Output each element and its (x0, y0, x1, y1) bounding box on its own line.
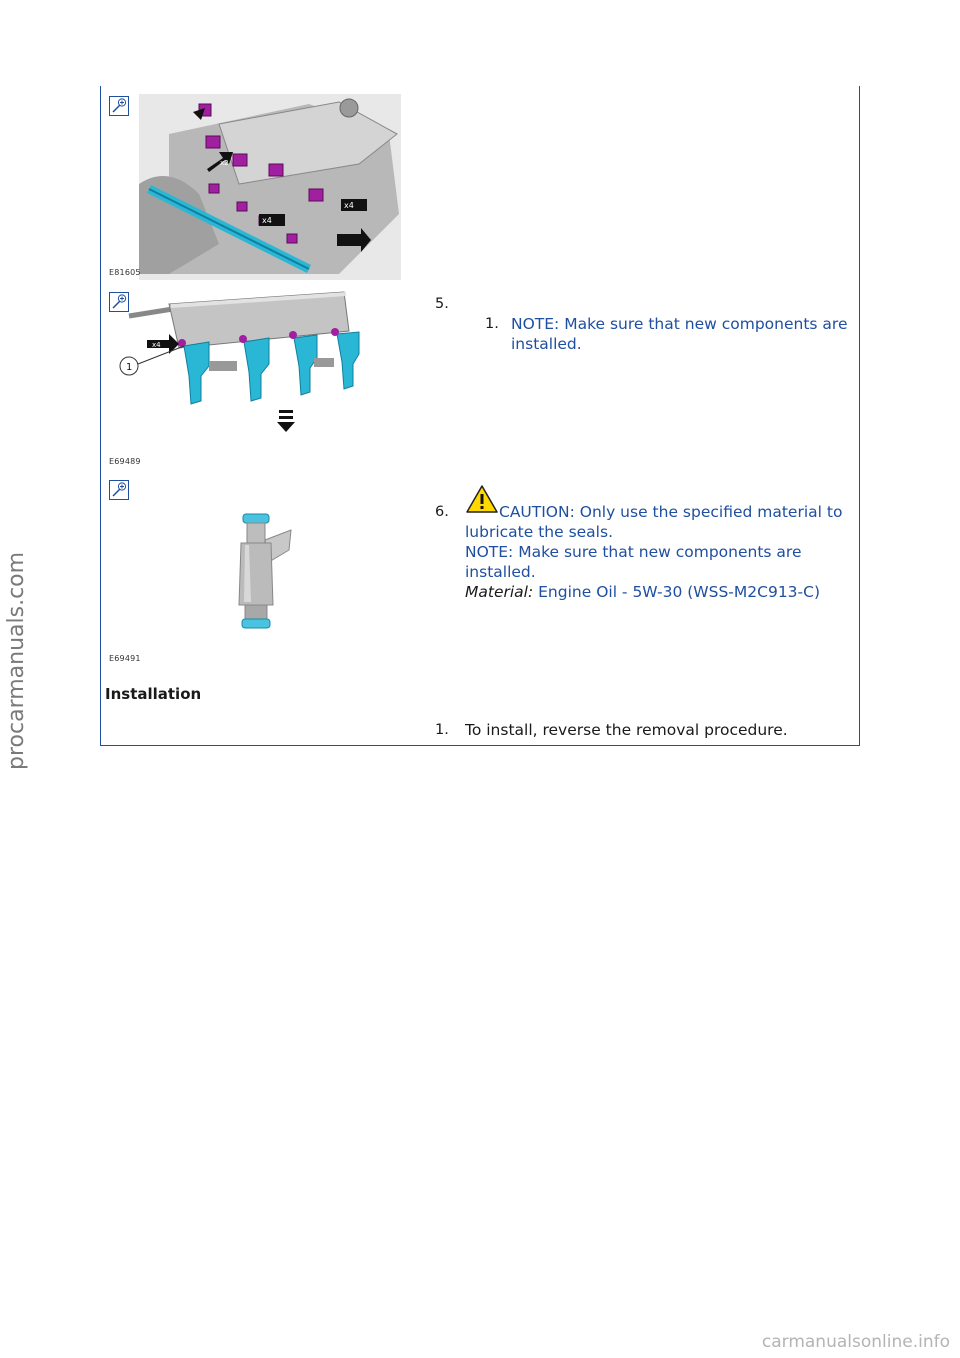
note-text: NOTE: Make sure that new components are installed. (511, 315, 848, 353)
procedure-frame (100, 86, 860, 746)
site-watermark: carmanualsonline.info (761, 1332, 950, 1352)
callout-x4-a (259, 214, 285, 226)
caution-text: CAUTION: Only use the specified material to lubricate the seals. (465, 503, 843, 541)
figure-code: E69491 (109, 654, 141, 663)
step-number: 1. (435, 722, 449, 738)
step-number: 6. (435, 504, 449, 520)
callout-1 (120, 346, 184, 375)
figure-code: E81605 (109, 268, 141, 277)
substep-number: 1. (485, 316, 499, 332)
zoom-icon[interactable] (109, 480, 129, 500)
site-watermark: procarmanuals.com (4, 551, 29, 770)
section-heading: Installation (105, 685, 202, 703)
fuel-rail-injectors-figure (109, 286, 379, 451)
step-text: To install, reverse the removal procedure. (465, 721, 788, 739)
svg-text:1: 1 (126, 362, 133, 373)
callout-x4-b (341, 199, 367, 211)
engine-fuel-rail-figure (109, 94, 401, 280)
svg-text:x4: x4 (262, 216, 272, 225)
svg-text:x2: x2 (220, 159, 229, 167)
material-label: Material: (465, 583, 534, 601)
material-link[interactable]: Engine Oil - 5W-30 (WSS-M2C913-C) (538, 583, 821, 601)
fuel-injector-figure (229, 510, 299, 640)
svg-text:x4: x4 (344, 201, 354, 210)
figure-code: E69489 (109, 457, 141, 466)
note-text: NOTE: Make sure that new components are installed. (465, 543, 802, 581)
svg-text:x4: x4 (152, 341, 161, 349)
callout-x4 (147, 334, 179, 354)
material-line (465, 582, 865, 602)
step-number: 5. (435, 296, 449, 312)
